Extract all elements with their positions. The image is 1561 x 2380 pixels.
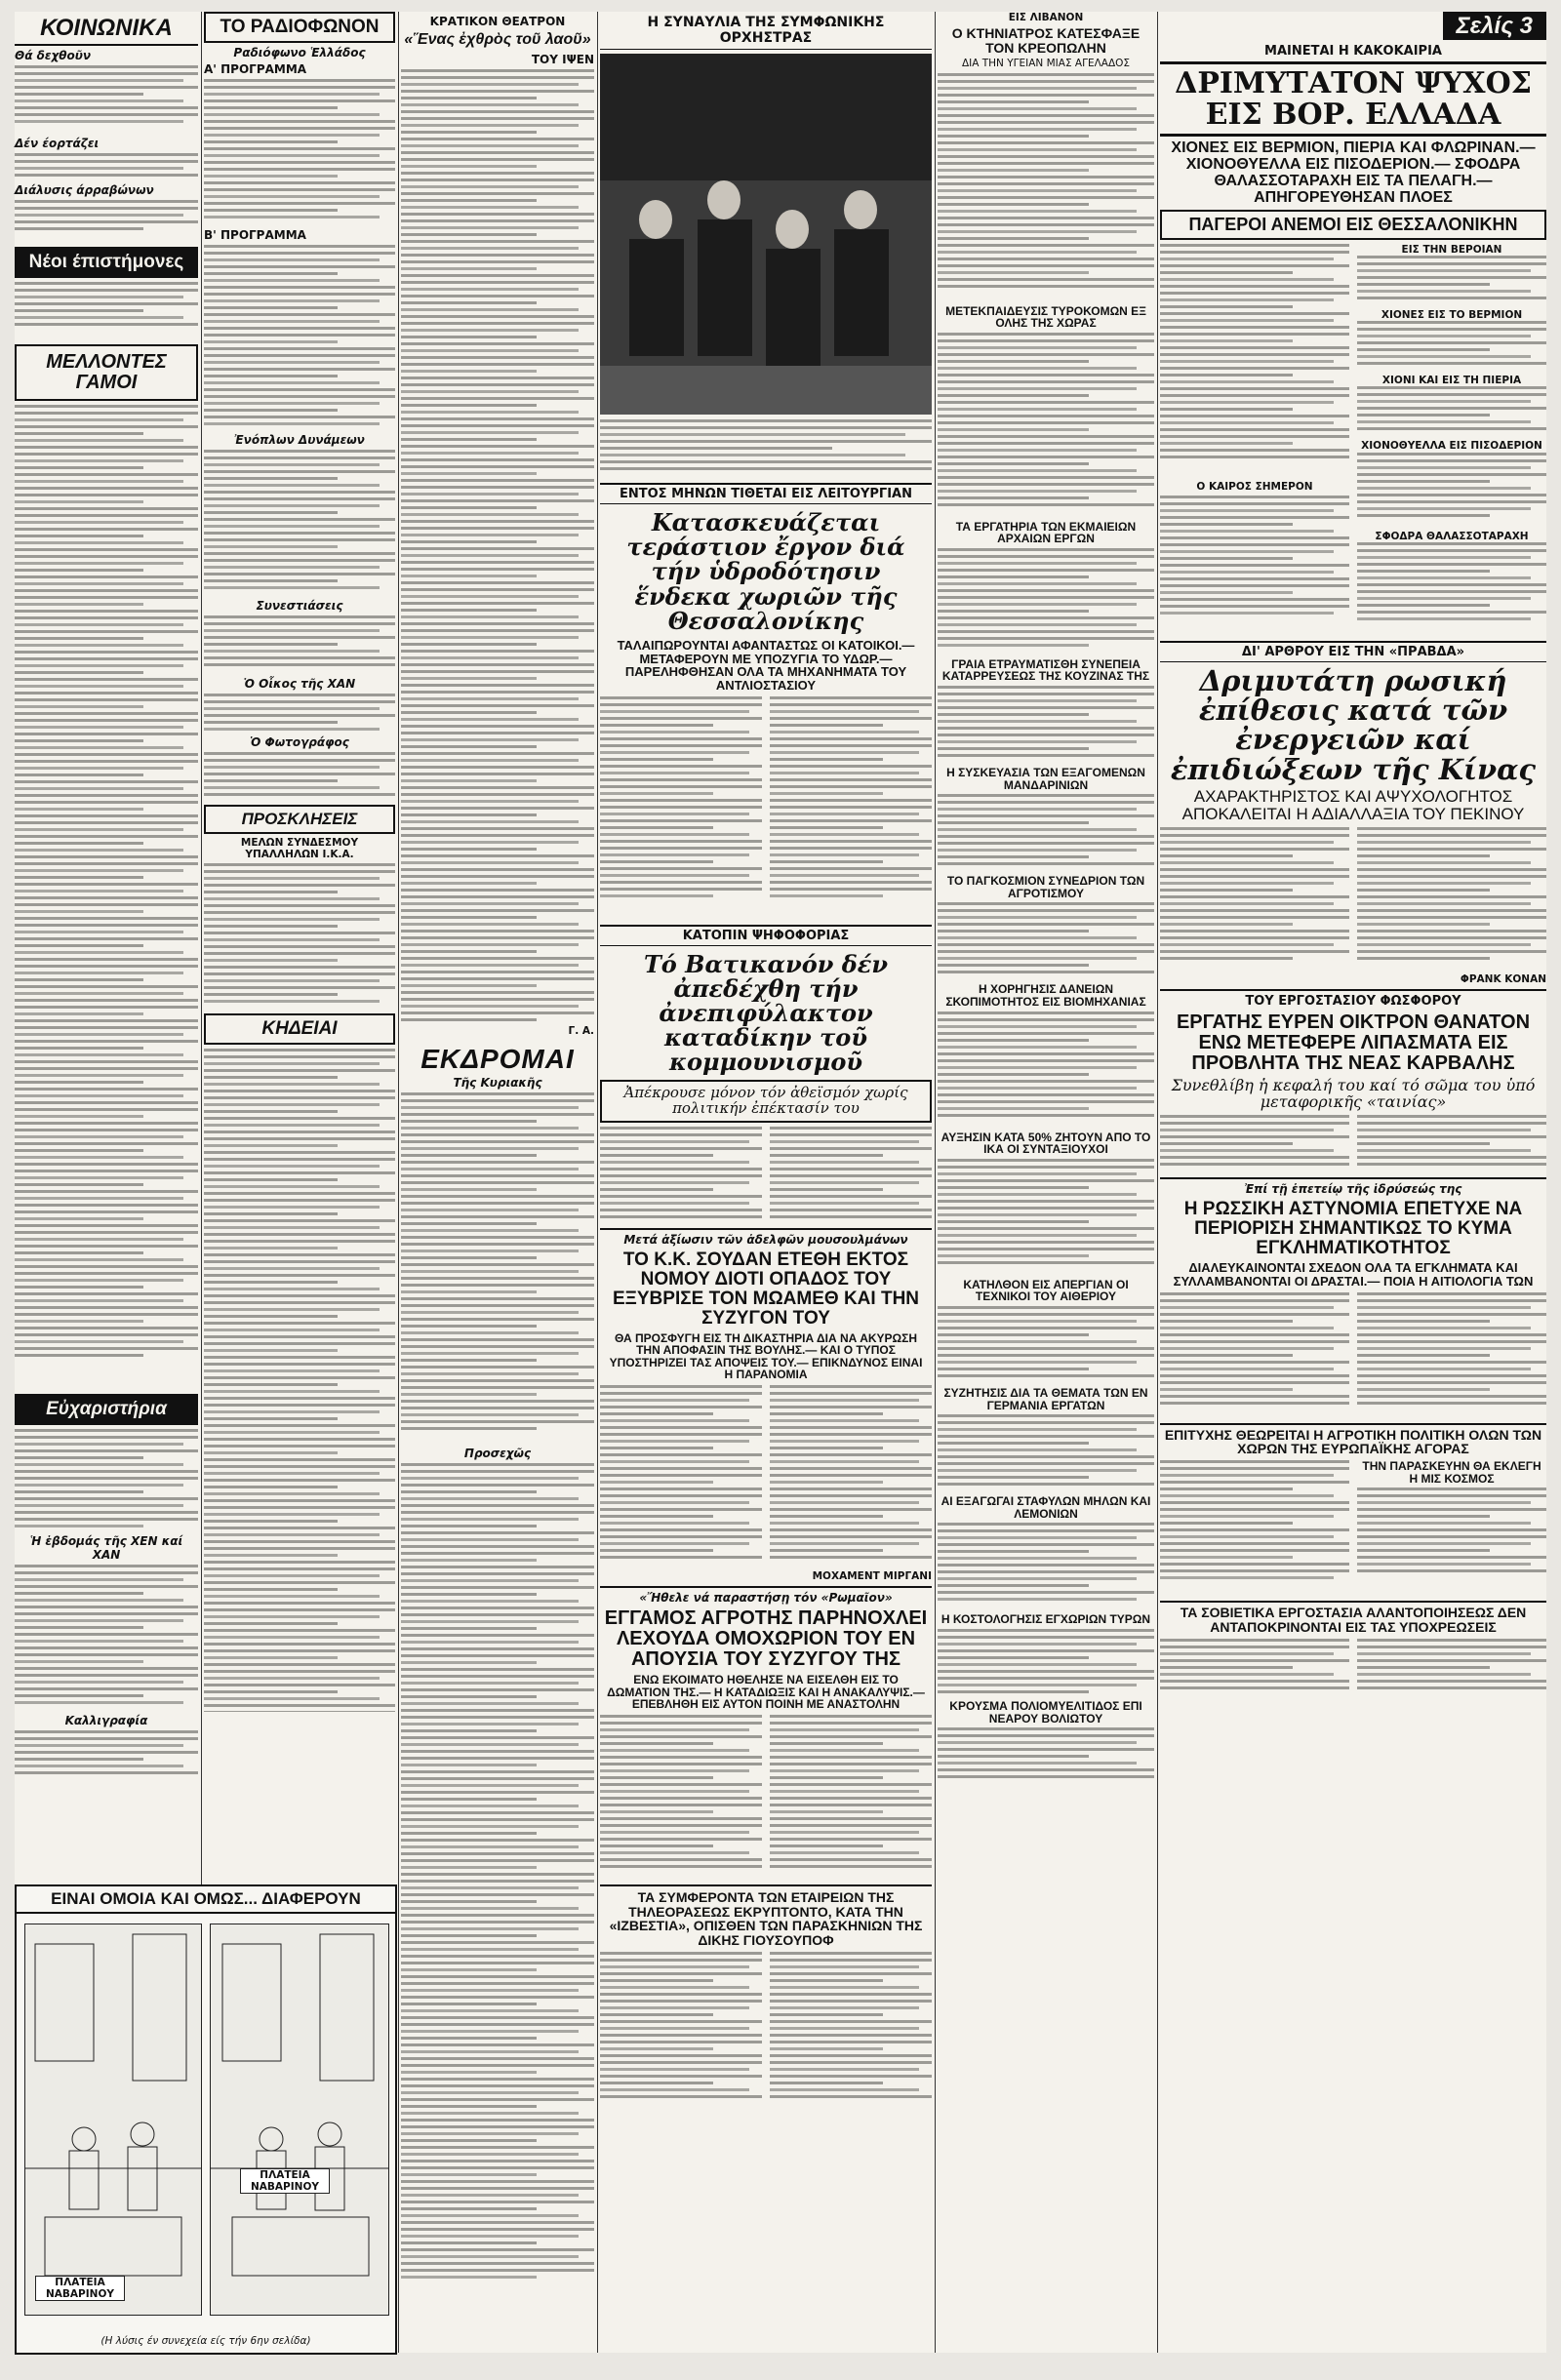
- dexthoun-heading: Θά δεχθοῦν: [15, 49, 92, 63]
- article-text: [1357, 1115, 1546, 1173]
- article-text: [938, 686, 1154, 764]
- article-text: [1357, 542, 1546, 635]
- article-text: [1160, 1639, 1349, 1697]
- synedrio-title: ΤΟ ΠΑΓΚΟΣΜΙΟΝ ΣΥΝΕΔΡΙΟΝ ΤΩΝ ΑΓΡΟΤΙΣΜΟΥ: [946, 874, 1145, 900]
- cold-title: ΔΡΙΜΥΤΑΤΟΝ ΨΥΧΟΣ ΕΙΣ ΒΟΡ. ΕΛΛΑΔΑ: [1160, 61, 1546, 137]
- article-text: [15, 200, 198, 243]
- pravda-prehead: ΔΙ' ΑΡΘΡΟΥ ΕΙΣ ΤΗΝ «ΠΡΑΒΔΑ»: [1160, 641, 1546, 662]
- article-text: [600, 1952, 762, 2108]
- article-text: [15, 282, 198, 340]
- tyroi-title: Η ΚΟΣΤΟΛΟΓΗΣΙΣ ΕΓΧΩΡΙΩΝ ΤΥΡΩΝ: [941, 1612, 1151, 1627]
- column-theatre: [401, 12, 594, 2353]
- article-text: [1357, 1292, 1546, 1419]
- water-title: Κατασκευάζεται τεράστιον ἔργον διά τήν ὑδροδότησιν ἕνδεκα χωριῶν τῆς Θεσσαλονίκης: [626, 508, 905, 635]
- factory-body: [1160, 1115, 1546, 1173]
- sudan-title: ΤΟ Κ.Κ. ΣΟΥΔΑΝ ΕΤΕΘΗ ΕΚΤΟΣ ΝΟΜΟΥ ΔΙΟΤΙ ΟΠΑΔΟΣ ΤΟΥ ΕΞΥΒΡΙΣΕ ΤΟΝ ΜΩΑΜΕΘ ΚΑΙ ΤΗΝ ΣΥΖΥΓΟΝ ΤΟΥ: [612, 1249, 920, 1329]
- ktiniatros-subtitle: ΔΙΑ ΤΗΝ ΥΓΕΙΑΝ ΜΙΑΣ ΑΓΕΛΑΔΟΣ: [961, 58, 1131, 70]
- vatican-subtitle: Ἀπέκρουσε μόνον τόν ἀθεϊσμόν χωρίς πολιτικήν ἐπέκτασίν του: [600, 1080, 932, 1123]
- article-text: [938, 73, 1154, 302]
- article-text: [1357, 386, 1546, 440]
- article-text: [938, 1727, 1154, 1786]
- kakokairia-prehead: ΜΑΙΝΕΤΑΙ Η ΚΑΚΟΚΑΙΡΙΑ: [1264, 44, 1442, 60]
- article-text: [15, 1429, 198, 1531]
- agro-body: [1160, 1460, 1546, 1597]
- article-text: [204, 694, 395, 733]
- factory-prehead: ΤΟΥ ΕΡΓΟΣΤΑΣΙΟΥ ΦΩΣΦΟΡΟΥ: [1160, 989, 1546, 1009]
- article-text: [1357, 321, 1546, 375]
- tv-body: [600, 1952, 932, 2108]
- play-title: «Ἕνας ἐχθρὸς τοῦ λαοῦ»: [404, 31, 591, 48]
- article-text: [770, 1952, 932, 2108]
- article-text: [1357, 453, 1546, 531]
- eortazei-heading: Δέν έορτάζει: [15, 137, 100, 151]
- ekdromai-heading: ΕΚΔΡΟΜΑΙ: [420, 1043, 575, 1074]
- cold-subtitle: ΧΙΟΝΕΣ ΕΙΣ ΒΕΡΜΙΟΝ, ΠΙΕΡΙΑ ΚΑΙ ΦΛΩΡΙΝΑΝ.— ΧΙΟΝΟΘΥΕΛΛΑ ΕΙΣ ΠΙΣΟΔΕΡΙΟΝ.— ΣΦΟΔΡΑ ΘΑΛΑΣΣΟΤΑΡΑΧΗ ΕΙΣ ΤΑ ΠΕΛΑΓΗ.— ΑΠΗΓΟΡΕΥΘΗΣΑΝ ΠΛΟΕΣ: [1171, 139, 1536, 206]
- article-text: [1357, 1488, 1546, 1585]
- fotografiseis-heading: Ὁ Φωτογράφος: [250, 734, 349, 749]
- theatre-signature: Γ. Α.: [568, 1024, 594, 1037]
- soviet-body: [1160, 1639, 1546, 1697]
- winds-title: ΠΑΓΕΡΟΙ ΑΝΕΜΟΙ ΕΙΣ ΘΕΣΣΑΛΟΝΙΚΗΝ: [1160, 210, 1546, 240]
- afxisi-title: ΑΥΞΗΣΙΝ ΚΑΤΑ 50% ΖΗΤΟΥΝ ΑΠΟ ΤΟ ΙΚΑ ΟΙ ΣΥΝΤΑΞΙΟΥΧΟΙ: [941, 1130, 1151, 1157]
- cartoon-sign-left: ΠΛΑΤΕΙΑ ΝΑΒΑΡΙΝΟΥ: [35, 2276, 125, 2301]
- eucharistiria-heading: Εὐχαριστήρια: [15, 1394, 198, 1425]
- article-text: [1160, 1115, 1349, 1173]
- article-text: [401, 1463, 594, 2292]
- article-text: [1357, 256, 1546, 309]
- article-text: [600, 1715, 762, 1881]
- xen-xan-heading: Ἡ ἑβδομάς τῆς ΧΕΝ καί ΧΑΝ: [29, 1534, 183, 1563]
- article-text: [770, 1127, 932, 1224]
- article-text: [204, 752, 395, 801]
- kathodos-title: ΚΑΤΗΛΘΟΝ ΕΙΣ ΑΠΕΡΓΙΑΝ ΟΙ ΤΕΧΝΙΚΟΙ ΤΟΥ ΑΙΘΕΡΙΟΥ: [963, 1277, 1129, 1304]
- newspaper-page: [15, 12, 1546, 2353]
- pisoderi-heading: ΧΙΟΝΟΘΥΕΛΛΑ ΕΙΣ ΠΙΣΟΔΕΡΙΟΝ: [1361, 440, 1542, 453]
- livanon-prehead: ΕΙΣ ΛΙΒΑΝΟΝ: [1008, 12, 1084, 23]
- kalligrafia-heading: Καλλιγραφία: [64, 1714, 148, 1728]
- miss-block: [1357, 1460, 1546, 1597]
- article-text: [938, 1629, 1154, 1697]
- water-prehead: ΕΝΤΟΣ ΜΗΝΩΝ ΤΙΘΕΤΑΙ ΕΙΣ ΛΕΙΤΟΥΡΓΙΑΝ: [600, 483, 932, 504]
- farmer-subtitle: ΕΝΩ ΕΚΟΙΜΑΤΟ ΗΘΕΛΗΣΕ ΝΑ ΕΙΣΕΛΘΗ ΕΙΣ ΤΟ ΔΩΜΑΤΙΟΝ ΤΗΣ.— Η ΚΑΤΑΔΙΩΞΙΣ ΚΑΙ Η ΑΝΑΚΑΛΥΨΙΣ.— ΕΠΕΒΛΗΘΗ ΕΙΣ ΑΥΤΟΝ ΠΟΙΝΗ ΜΕ ΑΝΑΣΤΟΛΗΝ: [607, 1673, 925, 1712]
- column-divider: [597, 12, 598, 2353]
- cartoon-left-scene: [24, 1924, 202, 2316]
- article-text: [1160, 1292, 1349, 1419]
- photo-caption: [600, 419, 932, 480]
- mellontes-gamoi-heading: ΜΕΛΛΟΝΤΕΣ ΓΑΜΟΙ: [15, 344, 198, 401]
- diluseis-heading: Διάλυσις άρραβώνων: [15, 183, 154, 198]
- article-text: [1160, 827, 1349, 973]
- factory-subtitle: Συνεθλίβη ἡ κεφαλή του καί τό σῶμα του ὑπό μεταφορικῆς «ταινίας»: [1171, 1076, 1536, 1111]
- miss-title: ΤΗΝ ΠΑΡΑΣΚΕΥΗΝ ΘΑ ΕΚΛΕΓΗ Η ΜΙΣ ΚΟΣΜΟΣ: [1362, 1459, 1541, 1486]
- article-text: [938, 1012, 1154, 1129]
- cartoon-title: ΕΙΝΑΙ ΟΜΟΙΑ ΚΑΙ ΟΜΩΣ... ΔΙΑΦΕΡΟΥΝ: [17, 1886, 395, 1914]
- symphonic-heading: Η ΣΥΝΑΥΛΙΑ ΤΗΣ ΣΥΜΦΩΝΙΚΗΣ ΟΡΧΗΣΤΡΑΣ: [600, 15, 932, 50]
- thalassa-heading: ΣΦΟΔΡΑ ΘΑΛΑΣΣΟΤΑΡΑΧΗ: [1375, 530, 1529, 542]
- program-a-heading: Α' ΠΡΟΓΡΑΜΜΑ: [204, 61, 307, 76]
- vatican-body: [600, 1127, 932, 1224]
- article-text: [938, 1523, 1154, 1610]
- tv-title: ΤΑ ΣΥΜΦΕΡΟΝΤΑ ΤΩΝ ΕΤΑΙΡΕΙΩΝ ΤΗΣ ΤΗΛΕΟΡΑΣΕΩΣ ΕΚΡΥΠΤΟΝΤΟ, ΚΑΤΑ ΤΗΝ «ΙΖΒΕΣΤΙΑ», ΟΠΙΣΘΕΝ ΤΩΝ ΠΑΡΑΣΚΗΝΙΩΝ ΤΗΣ ΔΙΚΗΣ ΓΙΟΥΣΟΥΠΟΦ: [600, 1884, 932, 1948]
- article-text: [401, 1092, 594, 1444]
- column-radio: [204, 12, 395, 2353]
- daneia-title: Η ΧΟΡΗΓΗΣΙΣ ΔΑΝΕΙΩΝ ΣΚΟΠΙΜΟΤΗΤΟΣ ΕΙΣ ΒΙΟΜΗΧΑΝΙΑΣ: [945, 982, 1146, 1010]
- ergasia-title: ΤΑ ΕΡΓΑΤΗΡΙΑ ΤΩΝ ΕΚΜΑΙΕΙΩΝ ΑΡΧΑΙΩΝ ΕΡΓΩΝ: [955, 519, 1137, 546]
- water-subtitle: ΤΑΛΑΙΠΩΡΟΥΝΤΑΙ ΑΦΑΝΤΑΣΤΩΣ ΟΙ ΚΑΤΟΙΚΟΙ.— ΜΕΤΑΦΕΡΟΥΝ ΜΕ ΥΠΟΖΥΓΙΑ ΤΟ ΥΔΩΡ.— ΠΑΡΕΛΗΦΘΗΣΑΝ ΟΛΑ ΤΑ ΜΗΧΑΝΗΜΑΤΑ ΤΟΥ ΑΝΤΛΙΟΣΤΑΣΙΟΥ: [617, 637, 915, 693]
- article-text: [600, 1127, 762, 1224]
- vatican-prehead: ΚΑΤΟΠΙΝ ΨΗΦΟΦΟΡΙΑΣ: [600, 925, 932, 946]
- kroysma-title: ΚΡΟΥΣΜΑ ΠΟΛΙΟΜΥΕΛΙΤΙΔΟΣ ΕΠΙ ΝΕΑΡΟΥ ΒΟΛΙΩΤΟΥ: [949, 1698, 1142, 1726]
- sudan-prehead: Μετά ἀξίωσιν τῶν ἀδελφῶν μουσουλμάνων: [600, 1228, 932, 1247]
- article-text: [15, 1565, 198, 1711]
- article-text: [204, 863, 395, 1010]
- pravda-signature: ΦΡΑΝΚ ΚΟΝΑΝ: [1460, 973, 1546, 986]
- exagogi-title: ΑΙ ΕΞΑΓΩΓΑΙ ΣΤΑΦΥΛΩΝ ΜΗΛΩΝ ΚΑΙ ΛΕΜΟΝΙΩΝ: [941, 1494, 1151, 1521]
- prosklitseis-subheading: ΜΕΛΩΝ ΣΥΝΔΕΣΜΟΥ ΥΠΑΛΛΗΛΩΝ Ι.Κ.Α.: [240, 836, 359, 860]
- article-text: [204, 79, 395, 225]
- koinonika-heading: ΚΟΙΝΩΝΙΚΑ: [15, 12, 198, 46]
- cartoon-caption: (Η λύσις έν συνεχεία είς τήν 6ην σελίδα): [100, 2334, 311, 2347]
- kideiai-heading: ΚΗΔΕΙΑΙ: [204, 1013, 395, 1045]
- synomiles-title: ΣΥΖΗΤΗΣΙΣ ΔΙΑ ΤΑ ΘΕΜΑΤΑ ΤΩΝ ΕΝ ΓΕΡΜΑΝΙΑ ΕΡΓΑΤΩΝ: [943, 1386, 1148, 1412]
- police-title: Η ΡΩΣΣΙΚΗ ΑΣΤΥΝΟΜΙΑ ΕΠΕΤΥΧΕ ΝΑ ΠΕΡΙΟΡΙΣΗ ΣΗΜΑΝΤΙΚΩΣ ΤΟ ΚΥΜΑ ΕΓΚΛΗΜΑΤΙΚΟΤΗΤΟΣ: [1183, 1198, 1523, 1258]
- weather-body: [1160, 244, 1546, 634]
- weather-col-right: [1357, 244, 1546, 634]
- pravda-body: [1160, 827, 1546, 973]
- article-text: [1160, 244, 1349, 478]
- cartoon-sign-right: ΠΛΑΤΕΙΑ ΝΑΒΑΡΙΝΟΥ: [240, 2168, 330, 2194]
- article-text: [15, 405, 198, 1390]
- police-subtitle: ΔΙΑΛΕΥΚΑΙΝΟΝΤΑΙ ΣΧΕΔΟΝ ΟΛΑ ΤΑ ΕΓΚΛΗΜΑΤΑ ΚΑΙ ΣΥΛΛΑΜΒΑΝΟΝΤΑΙ ΟΙ ΔΡΑΣΤΑΙ.— ΠΟΙΑ Η ΑΙΤΙΟΛΟΓΙΑ ΤΩΝ: [1173, 1260, 1534, 1289]
- column-main: [600, 12, 932, 2353]
- theatro-heading: ΚΡΑΤΙΚΟΝ ΘΕΑΤΡΟΝ: [429, 15, 566, 28]
- vatican-title: Τό Βατικανόν δέν ἀπεδέχθη τήν ἀνεπιφύλακτον καταδίκην τοῦ κομμουνισμοῦ: [643, 949, 889, 1077]
- program-b-heading: Β' ΠΡΟΓΡΑΜΜΑ: [204, 227, 306, 242]
- enoplon-heading: Ἐνόπλων Δυνάμεων: [234, 432, 365, 447]
- article-text: [938, 794, 1154, 872]
- factory-title: ΕΡΓΑΤΗΣ ΕΥΡΕΝ ΟΙΚΤΡΟΝ ΘΑΝΑΤΟΝ ΕΝΩ ΜΕΤΕΦΕΡΕ ΛΙΠΑΣΜΑΤΑ ΕΙΣ ΠΡΟΒΛΗΤΑ ΤΗΣ ΝΕΑΣ ΚΑΡΒΑΛΗΣ: [1176, 1012, 1531, 1075]
- agro-title: ΕΠΙΤΥΧΗΣ ΘΕΩΡΕΙΤΑΙ Η ΑΓΡΟΤΙΚΗ ΠΟΛΙΤΙΚΗ ΟΛΩΝ ΤΩΝ ΧΩΡΩΝ ΤΗΣ ΕΥΡΩΠΑΪΚΗΣ ΑΓΟΡΑΣ: [1160, 1423, 1546, 1456]
- mandarinia-title: Η ΣΥΣΚΕΥΑΣΙΑ ΤΩΝ ΕΞΑΓΟΜΕΝΩΝ ΜΑΝΔΑΡΙΝΙΩΝ: [946, 766, 1145, 792]
- article-text: [15, 153, 198, 180]
- article-text: [938, 333, 1154, 518]
- article-text: [204, 1049, 395, 1712]
- prosechos-heading: Προσεχῶς: [463, 1447, 532, 1461]
- police-prehead: Ἐπί τῇ ἐπετείῳ τῆς ἱδρύσεώς της: [1160, 1177, 1546, 1196]
- article-text: [770, 1715, 932, 1881]
- page-number-row: [1160, 12, 1546, 40]
- article-text: [1160, 1460, 1349, 1597]
- tyrokomoi-title: ΜΕΤΕΚΠΑΙΔΕΥΣΙΣ ΤΥΡΟΚΟΜΩΝ ΕΞ ΟΛΗΣ ΤΗΣ ΧΩΡΑΣ: [945, 303, 1146, 331]
- sudan-signature: ΜΟΧΑΜΕΝΤ ΜΙΡΓΑΝΙ: [812, 1570, 932, 1583]
- prosklitseis-heading: ΠΡΟΣΚΛΗΣΕΙΣ: [204, 805, 395, 834]
- neoi-epistimones-heading: Νέοι έπιστήμονες: [15, 247, 198, 278]
- column-divider: [935, 12, 936, 2353]
- synestiaseis-heading: Συνεστιάσεις: [256, 598, 343, 613]
- column-news: [938, 12, 1154, 2353]
- orchestra-photo: [600, 54, 932, 415]
- stratevmenoi-title: ΓΡΑΙΑ ΕΤΡΑΥΜΑΤΙΣΘΗ ΣΥΝΕΠΕΙΑ ΚΑΤΑΡΡΕΥΣΕΩΣ ΤΗΣ ΚΟΥΖΙΝΑΣ ΤΗΣ: [941, 656, 1150, 684]
- article-text: [770, 696, 932, 921]
- pravda-subtitle: ΑΧΑΡΑΚΤΗΡΙΣΤΟΣ ΚΑΙ ΑΨΥΧΟΛΟΓΗΤΟΣ ΑΠΟΚΑΛΕΙΤΑΙ Η ΑΔΙΑΛΛΑΞΙΑ ΤΟΥ ΠΕΚΙΝΟΥ: [1181, 787, 1525, 824]
- article-text: [938, 1414, 1154, 1492]
- article-text: [938, 1306, 1154, 1384]
- farmer-body: [600, 1715, 932, 1881]
- xan-heading: Ὁ Οἶκος τῆς ΧΑΝ: [243, 676, 356, 691]
- sudan-subtitle: ΘΑ ΠΡΟΣΦΥΓΗ ΕΙΣ ΤΗ ΔΙΚΑΣΤΗΡΙΑ ΔΙΑ ΝΑ ΑΚΥΡΩΣΗ ΤΗΝ ΑΠΟΦΑΣΙΝ ΤΗΣ ΒΟΥΛΗΣ.— ΚΑΙ Ο ΤΥΠΟΣ ΥΠΟΣΤΗΡΙΖΕΙ ΤΑΣ ΑΠΟΨΕΙΣ ΤΟΥ.— ΕΠΙΚΝΔΥΝΟΣ ΕΙΝΑΙ Η ΠΑΡΑΝΟΜΙΑ: [609, 1330, 923, 1382]
- police-body: [1160, 1292, 1546, 1419]
- article-text: [938, 902, 1154, 980]
- column-divider: [398, 12, 399, 2353]
- column-divider: [1157, 12, 1158, 2353]
- kairos-heading: Ο ΚΑΙΡΟΣ ΣΗΜΕΡΟΝ: [1196, 481, 1313, 494]
- cartoon-left-drawing: [25, 1924, 201, 2315]
- article-text: [1160, 496, 1349, 632]
- article-text: [15, 1730, 198, 1779]
- pieria-heading: ΧΙΟΝΙ ΚΑΙ ΕΙΣ ΤΗ ΠΙΕΡΙΑ: [1381, 375, 1522, 387]
- article-text: [600, 696, 762, 921]
- page-number: Σελίς 3: [1443, 12, 1546, 40]
- play-author: ΤΟΥ ΙΨΕΝ: [531, 52, 594, 66]
- radio-subheading: Ραδιόφωνο Ἑλλάδος: [233, 45, 366, 60]
- article-text: [1357, 827, 1546, 973]
- article-text: [204, 450, 395, 596]
- article-text: [204, 245, 395, 430]
- article-text: [938, 1159, 1154, 1276]
- article-text: [204, 615, 395, 674]
- article-text: [600, 1385, 762, 1570]
- article-text: [938, 548, 1154, 655]
- weather-col-left: [1160, 244, 1349, 634]
- soviet-title: ΤΑ ΣΟΒΙΕΤΙΚΑ ΕΡΓΟΣΤΑΣΙΑ ΑΛΑΝΤΟΠΟΙΗΣΕΩΣ ΔΕΝ ΑΝΤΑΠΟΚΡΙΝΟΝΤΑΙ ΕΙΣ ΤΑΣ ΥΠΟΧΡΕΩΣΕΙΣ: [1160, 1601, 1546, 1634]
- ktiniatros-title: Ο ΚΤΗΝΙΑΤΡΟΣ ΚΑΤΕΣΦΑΞΕ ΤΟΝ ΚΡΕΟΠΩΛΗΝ: [951, 25, 1141, 56]
- water-body: [600, 696, 932, 921]
- farmer-prehead: «Ἤθελε νά παραστήσῃ τόν «Ρωμαῖον»: [600, 1586, 932, 1605]
- farmer-title: ΕΓΓΑΜΟΣ ΑΓΡΟΤΗΣ ΠΑΡΗΝΟΧΛΕΙ ΛΕΧΟΥΔΑ ΟΜΟΧΩΡΙΟΝ ΤΟΥ ΕΝ ΑΠΟΥΣΙΑ ΤΟΥ ΣΥΖΥΓΟΥ ΤΗΣ: [604, 1607, 928, 1671]
- sudan-body: [600, 1385, 932, 1570]
- beria-heading: ΕΙΣ ΤΗΝ ΒΕΡΟΙΑΝ: [1401, 244, 1502, 257]
- radio-heading: ΤΟ ΡΑΔΙΟΦΩΝΟΝ: [204, 12, 395, 43]
- article-text: [770, 1385, 932, 1570]
- chiones-heading: ΧΙΟΝΕΣ ΕΙΣ ΤΟ ΒΕΡΜΙΟΝ: [1381, 309, 1523, 322]
- article-text: [401, 69, 594, 1025]
- article-text: [15, 65, 198, 134]
- ekdromai-subheading: Τῆς Κυριακῆς: [453, 1076, 542, 1091]
- article-text: [1357, 1639, 1546, 1697]
- column-weather: [1160, 12, 1546, 2353]
- pravda-title: Δριμυτάτη ρωσική ἐπίθεσις κατά τῶν ἐνεργειῶν καί ἐπιδιώξεων τῆς Κίνας: [1170, 663, 1537, 786]
